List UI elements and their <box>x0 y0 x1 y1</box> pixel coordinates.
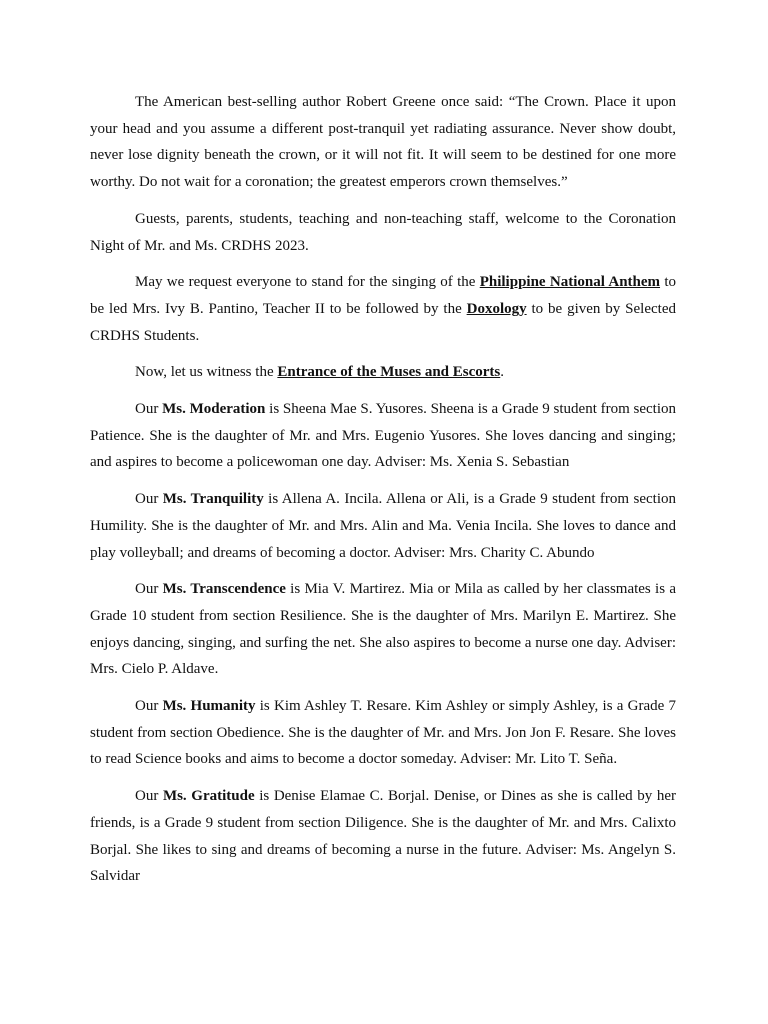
paragraph-text: is Kim Ashley T. Resare. Kim Ashley or simply Ashley, is a Grade 7 student from section Obedience. She is the daughter of Mr. and Mrs. Jon Jon F. Resare. She loves to read Science books and aims to become a doctor someday. Adviser: Mr. Lito T. Seña. <box>90 698 676 768</box>
paragraph-ms-gratitude <box>90 783 676 890</box>
paragraph-text: to be given by Selected CRDHS Students. <box>90 300 676 344</box>
paragraph-ms-humanity <box>90 693 676 773</box>
paragraph-text: . <box>500 364 505 381</box>
entrance-heading: Entrance of the Muses and Escorts <box>277 364 501 381</box>
title-ms-tranquility: Ms. Tranquility <box>162 491 264 508</box>
paragraph-text: to be led Mrs. Ivy B. Pantino, Teacher II to be followed by the <box>90 274 676 317</box>
paragraph-ms-tranquility <box>90 486 676 566</box>
paragraph-text: Our <box>135 581 163 598</box>
paragraph-anthem-request <box>90 269 676 349</box>
paragraph-text: Now, let us witness the <box>135 364 278 381</box>
paragraph-text: Our <box>135 788 163 805</box>
paragraph-ms-moderation <box>90 396 676 476</box>
title-ms-gratitude: Ms. Gratitude <box>162 788 255 805</box>
title-ms-humanity: Ms. Humanity <box>162 698 256 715</box>
paragraph-text: The American best-selling author Robert Greene once said: “The Crown. Place it upon your head and you assume a different post-tranquil yet radiating assurance. Never show doubt, never lose dignity beneath the crown, or it will not fit. It will seem to be destined for one more worthy. Do not wait for a coronation; the greatest emperors crown themselves.” <box>90 94 676 191</box>
paragraph-ms-transcendence <box>90 576 676 683</box>
paragraph-text: is Mia V. Martirez. Mia or Mila as called by her classmates is a Grade 10 student from section Resilience. She is the daughter of Mrs. Marilyn E. Martirez. She enjoys dancing, singing, and surfing the net. She also aspires to become a nurse one day. Adviser: Mrs. Cielo P. Aldave. <box>90 581 676 678</box>
paragraph-text: is Allena A. Incila. Allena or Ali, is a Grade 9 student from section Humility. She is the daughter of Mr. and Mrs. Alin and Ma. Venia Incila. She loves to dance and play volleyball; and dreams of becoming a doctor. Adviser: Mrs. Charity C. Abundo <box>90 491 677 561</box>
paragraph-text: Our <box>135 698 163 715</box>
document-page <box>90 89 676 900</box>
paragraph-text: May we request everyone to stand for the singing of the <box>135 274 480 291</box>
paragraph-text: is Denise Elamae C. Borjal. Denise, or Dines as she is called by her friends, is a Grade 9 student from section Diligence. She is the daughter of Mr. and Mrs. Calixto Borjal. She likes to sing and dreams of becoming a nurse in the future. Adviser: Ms. Angelyn S. Salvidar <box>90 788 676 885</box>
paragraph-welcome <box>90 206 676 259</box>
paragraph-text: is Sheena Mae S. Yusores. Sheena is a Grade 9 student from section Patience. She is the daughter of Mr. and Mrs. Eugenio Yusores. She loves dancing and singing; and aspires to become a policewoman one day. Adviser: Ms. Xenia S. Sebastian <box>90 401 677 471</box>
paragraph-text: Our <box>135 491 163 508</box>
doxology-heading: Doxology <box>466 300 527 317</box>
anthem-heading: Philippine National Anthem <box>479 274 661 291</box>
paragraph-text: Our <box>135 401 163 418</box>
paragraph-intro-quote <box>90 89 676 196</box>
paragraph-text: Guests, parents, students, teaching and non-teaching staff, welcome to the Coronation Night of Mr. and Ms. CRDHS 2023. <box>90 210 676 254</box>
paragraph-entrance <box>90 359 676 386</box>
title-ms-transcendence: Ms. Transcendence <box>162 581 286 598</box>
title-ms-moderation: Ms. Moderation <box>162 401 266 418</box>
